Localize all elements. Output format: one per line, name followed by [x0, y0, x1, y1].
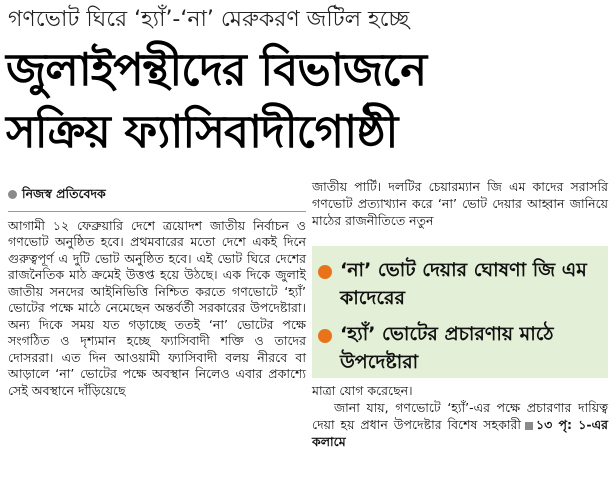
headline-line-1: জুলাইপন্থীদের বিভাজনে: [6, 43, 427, 96]
highlight-callout: [312, 246, 608, 378]
body-left-text: আগামী ১২ ফেব্রুয়ারি দেশে ত্রয়োদশ জাতীয় নির্বাচন ও গণভোট অনুষ্ঠিত হবে। প্রথমবারের মতো দেশে একই দিনে গুরুত্বপূর্ণ এ দুটি ভোট অনুষ্ঠিত হবে। এই ভোট ঘিরে দেশের রাজনৈতিক মাঠ ক্রমেই উত্তপ্ত হয়ে উঠছে। এক দিকে জুলাই জাতীয় সনদের আইনিভিত্তি নিশ্চিত করতে গণভোটে ‘হ্যাঁ’ ভোটের পক্ষে মাঠে নেমেছেন অন্তর্বর্তী সরকারের উপদেষ্টারা। অন্য দিকে সময় যত গড়াচ্ছে ততই ‘না’ ভোটের পক্ষে সংগঠিত ও দৃশ্যমান হচ্ছে ফ্যাসিবাদী শক্তি ও তাদের দোসররা। এত দিন আওয়ামী ফ্যাসিবাদী বলয় নীরবে বা আড়ালে ‘না’ ভোটের পক্ষে অবস্থান নিলেও এবার প্রকাশ্যে সেই অবস্থানে দাঁড়িয়েছে: [8, 217, 306, 398]
kicker: গণভোট ঘিরে ‘হ্যাঁ’-‘না’ মেরুকরণ জটিল হচ্ছে: [8, 7, 410, 32]
body-right-bottom-paragraph: [312, 399, 608, 450]
callout-item: [318, 256, 598, 312]
byline-bullet-icon: [8, 190, 17, 199]
right-column-bottom: [312, 382, 608, 450]
byline-divider: [8, 211, 306, 212]
orange-bullet-icon: [318, 265, 332, 279]
callout-text: ‘হ্যাঁ’ ভোটের প্রচারণায় মাঠে উপদেষ্টারা: [340, 323, 554, 373]
continuation-jump[interactable]: ১৩ পৃ: ১-এর কলামে: [312, 417, 608, 449]
left-column: [8, 186, 306, 399]
body-right-top-text: জাতীয় পার্টি। দলটির চেয়ারম্যান জি এম কাদের সরাসরি গণভোট প্রত্যাখ্যান করে ‘না’ ভোট দেয়ার আহ্বান জানিয়ে মাঠের রাজনীতিতে নতুন: [312, 179, 608, 228]
byline: [8, 186, 306, 203]
body-right-bottom-text-2: জানা যায়, গণভোটে ‘হ্যাঁ’-এর পক্ষে প্রচারণার দায়িত্ব দেয়া হয় প্রধান উপদেষ্টার বিশেষ সহকারী: [312, 400, 608, 432]
orange-bullet-icon: [318, 329, 332, 343]
callout-text: ‘না’ ভোট দেয়ার ঘোষণা জি এম কাদেরের: [340, 259, 587, 309]
headline-line-2: সক্রিয় ফ্যাসিবাদীগোষ্ঠী: [6, 105, 398, 158]
right-column-top: [312, 178, 608, 229]
body-right-bottom-text-1: মাত্রা যোগ করেছেন।: [312, 383, 413, 398]
jump-marker-icon: [525, 422, 533, 430]
byline-text: নিজস্ব প্রতিবেদক: [22, 186, 106, 201]
callout-item: [318, 320, 598, 376]
